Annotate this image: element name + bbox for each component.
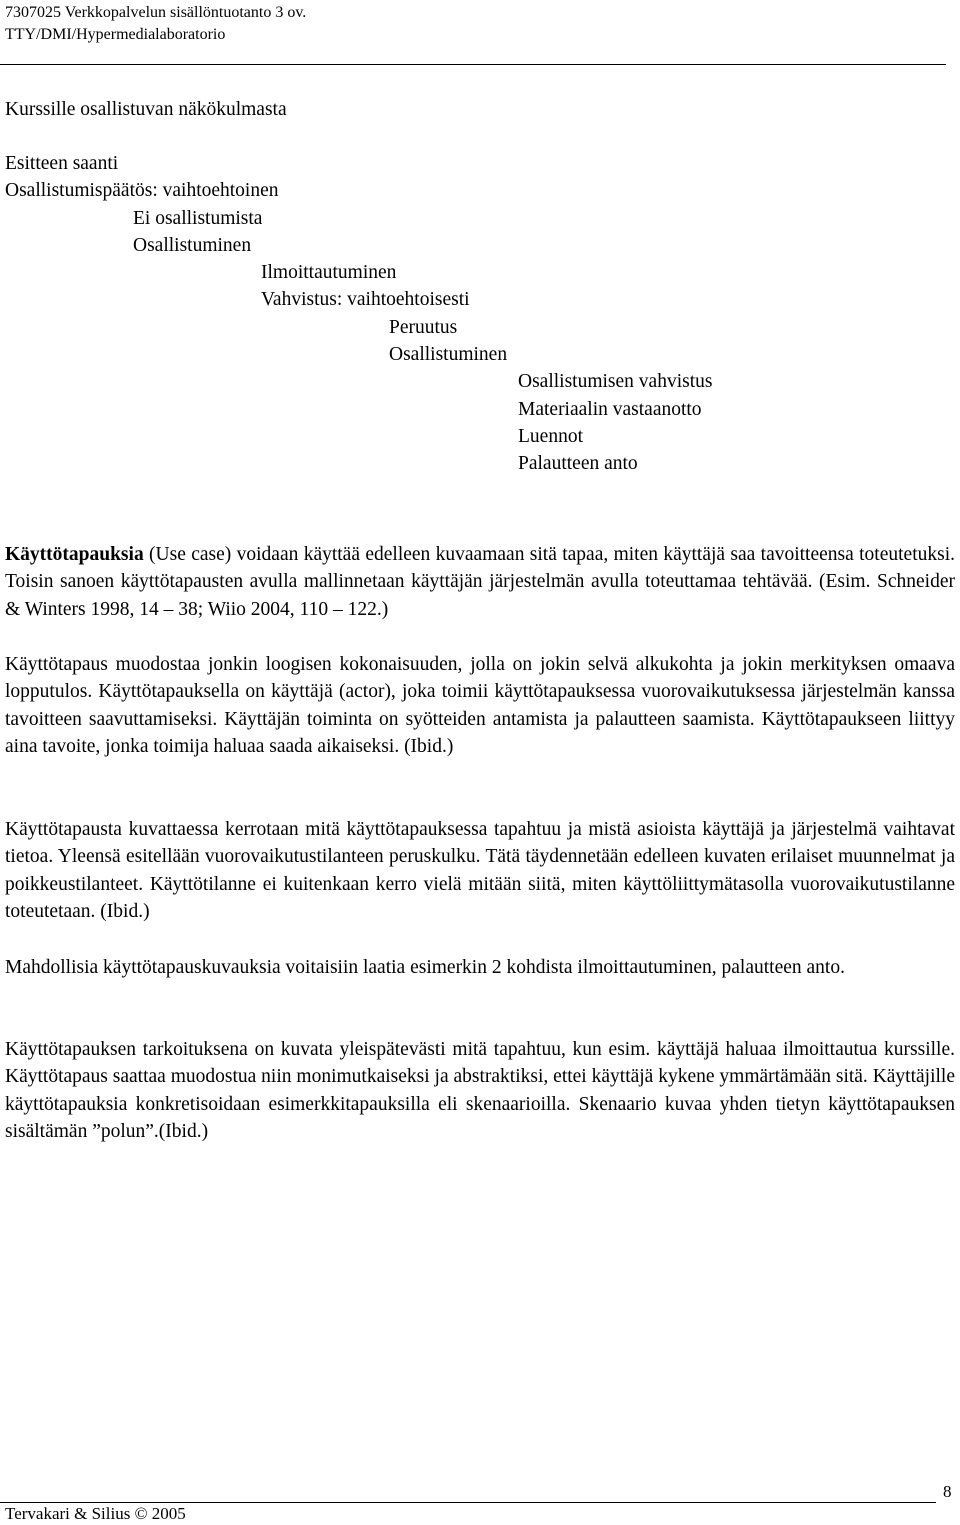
- outline-item: Luennot: [518, 425, 583, 447]
- paragraph-use-case-description: Käyttötapausta kuvattaessa kerrotaan mitä käyttötapauksessa tapahtuu ja mistä asioista käyttäjä ja järjestelmä vaihtavat tietoa. Yleensä esitellään vuorovaikutustilanteen peruskulku. Tätä täydennetään edelleen kuvaten erilaiset muunnelmat ja poikkeustilanteet. Käyttötilanne ei kuitenkaan kerro vielä mitään siitä, miten käyttöliittymätasolla vuorovaikutustilanne toteutetaan. (Ibid.): [5, 819, 955, 922]
- term-kayttotapauksia: Käyttötapauksia: [5, 544, 144, 565]
- outline-item: Osallistuminen: [389, 344, 508, 366]
- outline-item: Materiaalin vastaanotto: [518, 398, 702, 420]
- outline-item: Ilmoittautuminen: [261, 262, 397, 284]
- paragraph-text: (Use case) voidaan käyttää edelleen kuvaamaan sitä tapaa, miten käyttäjä saa tavoitteensa toteutetuksi. Toisin sanoen käyttötapausten avulla mallinnetaan käyttäjän järjestelmän avulla toteuttamaa tehtävää. (Esim. Schneider & Winters 1998, 14 – 38; Wiio 2004, 110 – 122.): [5, 544, 955, 620]
- section-title: Kurssille osallistuvan näkökulmasta: [5, 99, 287, 120]
- outline-item: Vahvistus: vaihtoehtoisesti: [261, 289, 470, 311]
- paragraph-use-case-definition: Käyttötapaus muodostaa jonkin loogisen kokonaisuuden, jolla on jokin selvä alkukohta ja jokin merkityksen omaava lopputulos. Käyttötapauksella on käyttäjä (actor), joka toimii käyttötapauksessa vuorovaikutuksessa järjestelmän kanssa tavoitteen saavuttamiseksi. Käyttäjän toiminta on syötteiden antamista ja palautteen saamista. Käyttötapaukseen liittyy aina tavoite, jonka toimija haluaa saada aikaiseksi. (Ibid.): [5, 654, 955, 757]
- header-course-line: 7307025 Verkkopalvelun sisällöntuotanto 3 ov.: [5, 4, 307, 21]
- paragraph-use-case-purpose: Käyttötapauksen tarkoituksena on kuvata yleispätevästi mitä tapahtuu, kun esim. käyttäjä haluaa ilmoittautua kurssille. Käyttötapaus saattaa muodostua niin monimutkaiseksi ja abstraktiksi, ettei käyttäjä kykene ymmärtämään sitä. Käyttäjille käyttötapauksia konkretisoidaan esimerkkitapauksilla eli skenaarioilla. Skenaario kuvaa yhden tietyn käyttötapauksen sisältämän ”polun”.(Ibid.): [5, 1039, 955, 1142]
- outline-item: Palautteen anto: [518, 453, 638, 475]
- page-header: [5, 2, 945, 46]
- outline-item: Osallistumispäätös: vaihtoehtoinen: [5, 180, 279, 202]
- page-number: 8: [943, 1482, 952, 1501]
- outline-item: Peruutus: [389, 316, 458, 338]
- outline-item: Ei osallistumista: [133, 207, 263, 229]
- participation-outline: [5, 150, 712, 478]
- header-divider: [0, 64, 946, 65]
- outline-item: Osallistumisen vahvistus: [518, 371, 713, 393]
- paragraph-possible-descriptions: Mahdollisia käyttötapauskuvauksia voitaisiin laatia esimerkin 2 kohdista ilmoittautuminen, palautteen anto.: [5, 957, 845, 978]
- paragraph-use-cases-intro: [5, 541, 955, 623]
- outline-item: Esitteen saanti: [5, 153, 119, 174]
- outline-item: Osallistuminen: [133, 234, 252, 256]
- footer-authors: Tervakari & Silius © 2005: [5, 1504, 186, 1523]
- header-department-line: TTY/DMI/Hypermedialaboratorio: [5, 26, 226, 43]
